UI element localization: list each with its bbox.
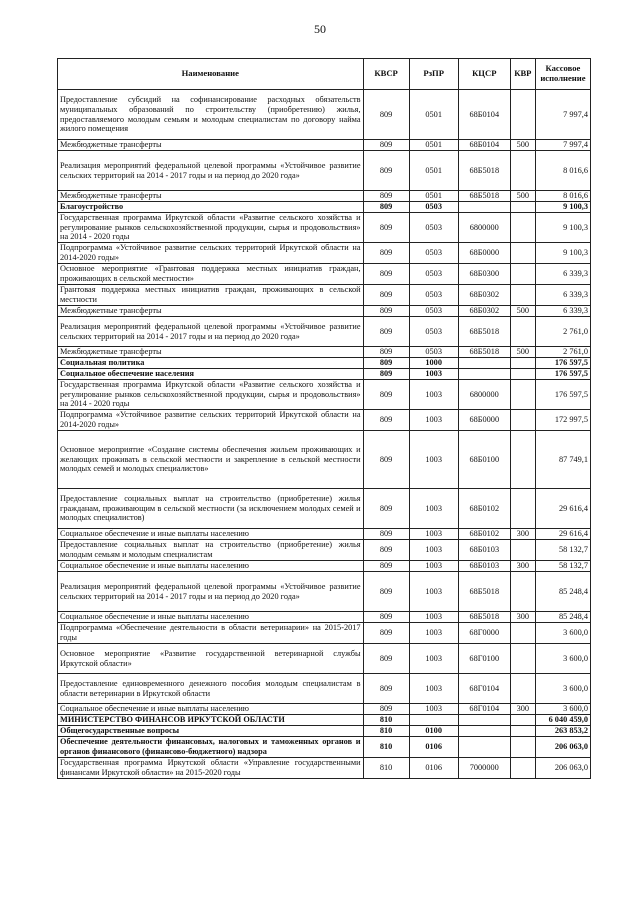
table-row: [58, 644, 591, 674]
row-kvr: [510, 317, 535, 347]
row-sum: 8 016,6: [535, 191, 590, 202]
row-kvsr: 809: [363, 285, 409, 306]
row-kvsr: 809: [363, 489, 409, 529]
row-sum: 176 597,5: [535, 358, 590, 369]
row-name: Благоустройство: [58, 202, 364, 213]
row-rzpr: 0503: [409, 317, 458, 347]
row-rzpr: 0106: [409, 737, 458, 758]
row-rzpr: 1003: [409, 380, 458, 410]
row-ktsr: 68Б0302: [458, 306, 510, 317]
row-kvsr: 809: [363, 264, 409, 285]
header-name: Наименование: [58, 59, 364, 90]
budget-execution-table: [57, 58, 591, 779]
row-kvr: [510, 758, 535, 779]
row-kvsr: 809: [363, 151, 409, 191]
row-name: Основное мероприятие «Создание системы обеспечения жильем проживающих и желающих проживать в сельской местности и закрепление в сельской местности молодых семей и молодых специалистов»: [58, 431, 364, 489]
row-kvr: [510, 202, 535, 213]
row-kvsr: 809: [363, 202, 409, 213]
row-rzpr: 0106: [409, 758, 458, 779]
table-row: [58, 347, 591, 358]
row-name: Социальное обеспечение и иные выплаты населению: [58, 561, 364, 572]
row-name: Межбюджетные трансферты: [58, 306, 364, 317]
row-ktsr: [458, 358, 510, 369]
row-kvr: [510, 431, 535, 489]
row-name: Подпрограмма «Устойчивое развитие сельских территорий Иркутской области на 2014-2020 годы»: [58, 410, 364, 431]
row-name: Межбюджетные трансферты: [58, 191, 364, 202]
row-kvsr: 809: [363, 540, 409, 561]
row-ktsr: 68Б0103: [458, 561, 510, 572]
table-row: [58, 306, 591, 317]
row-kvsr: 809: [363, 317, 409, 347]
row-ktsr: 68Б0000: [458, 410, 510, 431]
header-kvsr: КВСР: [363, 59, 409, 90]
row-kvr: 500: [510, 306, 535, 317]
row-kvr: 500: [510, 140, 535, 151]
table-row: [58, 540, 591, 561]
row-rzpr: 0501: [409, 191, 458, 202]
row-name: Межбюджетные трансферты: [58, 140, 364, 151]
row-name: Государственная программа Иркутской области «Развитие сельского хозяйства и регулирование рынков сельскохозяйственной продукции, сырья и продовольствия» на 2014 - 2020 годы: [58, 380, 364, 410]
row-rzpr: 0503: [409, 243, 458, 264]
row-rzpr: 0503: [409, 213, 458, 243]
table-row: [58, 191, 591, 202]
row-kvsr: 809: [363, 623, 409, 644]
row-rzpr: 0501: [409, 140, 458, 151]
row-ktsr: 7000000: [458, 758, 510, 779]
row-rzpr: 0503: [409, 306, 458, 317]
table-row: [58, 674, 591, 704]
row-kvr: [510, 213, 535, 243]
row-rzpr: 0503: [409, 264, 458, 285]
row-ktsr: 68Б0000: [458, 243, 510, 264]
row-kvr: [510, 380, 535, 410]
row-sum: 2 761,0: [535, 317, 590, 347]
row-kvsr: 809: [363, 90, 409, 140]
row-kvr: [510, 623, 535, 644]
row-name: Социальное обеспечение и иные выплаты населению: [58, 529, 364, 540]
row-kvsr: 809: [363, 529, 409, 540]
row-kvsr: 810: [363, 715, 409, 726]
row-sum: 9 100,3: [535, 202, 590, 213]
row-sum: 3 600,0: [535, 644, 590, 674]
row-ktsr: 68Б0102: [458, 529, 510, 540]
row-rzpr: 1003: [409, 431, 458, 489]
row-sum: 3 600,0: [535, 623, 590, 644]
row-name: Реализация мероприятий федеральной целевой программы «Устойчивое развитие сельских территорий на 2014 - 2017 годы и на период до 2020 года»: [58, 572, 364, 612]
row-rzpr: 1003: [409, 489, 458, 529]
row-kvsr: 809: [363, 572, 409, 612]
row-ktsr: 68Б0103: [458, 540, 510, 561]
row-ktsr: 68Б5018: [458, 191, 510, 202]
row-kvr: 300: [510, 612, 535, 623]
table-row: [58, 243, 591, 264]
row-kvr: [510, 489, 535, 529]
row-kvr: [510, 151, 535, 191]
row-kvr: [510, 737, 535, 758]
table-row: [58, 489, 591, 529]
table-row: [58, 264, 591, 285]
row-rzpr: 1003: [409, 561, 458, 572]
table-row: [58, 90, 591, 140]
row-name: Социальное обеспечение и иные выплаты населению: [58, 704, 364, 715]
row-rzpr: 0503: [409, 202, 458, 213]
row-kvr: 300: [510, 704, 535, 715]
row-kvsr: 809: [363, 612, 409, 623]
row-name: Межбюджетные трансферты: [58, 347, 364, 358]
row-ktsr: [458, 202, 510, 213]
row-rzpr: 0100: [409, 726, 458, 737]
row-sum: 9 100,3: [535, 213, 590, 243]
row-kvsr: 809: [363, 358, 409, 369]
row-rzpr: 1003: [409, 674, 458, 704]
row-rzpr: 1003: [409, 612, 458, 623]
row-kvsr: 810: [363, 726, 409, 737]
table-row: [58, 623, 591, 644]
row-name: Подпрограмма «Обеспечение деятельности в области ветеринарии» на 2015-2017 годы: [58, 623, 364, 644]
table-row: [58, 213, 591, 243]
row-name: Предоставление социальных выплат на строительство (приобретение) жилья молодым семьям и молодым специалистам: [58, 540, 364, 561]
row-kvsr: 809: [363, 410, 409, 431]
table-row: [58, 369, 591, 380]
row-ktsr: 68Б5018: [458, 612, 510, 623]
table-row: [58, 285, 591, 306]
row-ktsr: 68Б0100: [458, 431, 510, 489]
row-ktsr: [458, 737, 510, 758]
row-rzpr: 1003: [409, 369, 458, 380]
row-sum: 85 248,4: [535, 572, 590, 612]
row-name: Социальное обеспечение и иные выплаты населению: [58, 612, 364, 623]
table-row: [58, 704, 591, 715]
row-sum: 6 339,3: [535, 306, 590, 317]
row-name: Реализация мероприятий федеральной целевой программы «Устойчивое развитие сельских территорий на 2014 - 2017 годы и на период до 2020 года»: [58, 151, 364, 191]
row-kvsr: 810: [363, 758, 409, 779]
table-row: [58, 737, 591, 758]
row-kvr: [510, 285, 535, 306]
row-kvsr: 809: [363, 140, 409, 151]
row-name: Основное мероприятие «Развитие государственной ветеринарной службы Иркутской области»: [58, 644, 364, 674]
row-kvr: [510, 674, 535, 704]
table-row: [58, 715, 591, 726]
row-sum: 172 997,5: [535, 410, 590, 431]
row-sum: 6 339,3: [535, 264, 590, 285]
row-name: Грантовая поддержка местных инициатив граждан, проживающих в сельской местности: [58, 285, 364, 306]
row-kvr: [510, 369, 535, 380]
table-row: [58, 726, 591, 737]
row-rzpr: 1003: [409, 704, 458, 715]
row-kvr: 500: [510, 191, 535, 202]
row-kvsr: 809: [363, 306, 409, 317]
table-row: [58, 202, 591, 213]
row-kvsr: 809: [363, 674, 409, 704]
row-name: Предоставление социальных выплат на строительство (приобретение) жилья гражданам, проживающим в сельской местности (за исключением молодых семей и молодых специалистов): [58, 489, 364, 529]
row-sum: 58 132,7: [535, 561, 590, 572]
table-row: [58, 380, 591, 410]
table-row: [58, 317, 591, 347]
row-kvr: [510, 540, 535, 561]
row-ktsr: 68Б0302: [458, 285, 510, 306]
row-rzpr: 1003: [409, 623, 458, 644]
row-sum: 8 016,6: [535, 151, 590, 191]
row-kvr: [510, 358, 535, 369]
row-ktsr: 68Б0300: [458, 264, 510, 285]
row-kvsr: 809: [363, 347, 409, 358]
row-kvr: [510, 715, 535, 726]
row-sum: 206 063,0: [535, 737, 590, 758]
row-kvsr: 809: [363, 644, 409, 674]
table-row: [58, 561, 591, 572]
table-header-row: [58, 59, 591, 90]
row-kvsr: 810: [363, 737, 409, 758]
row-sum: 3 600,0: [535, 704, 590, 715]
table-row: [58, 612, 591, 623]
row-sum: 6 339,3: [535, 285, 590, 306]
row-name: Государственная программа Иркутской области «Управление государственными финансами Иркутской области» на 2015-2020 годы: [58, 758, 364, 779]
row-kvr: 300: [510, 529, 535, 540]
table-body: [58, 90, 591, 779]
row-ktsr: 68Б0104: [458, 90, 510, 140]
row-rzpr: 1003: [409, 572, 458, 612]
row-kvr: [510, 644, 535, 674]
table-row: [58, 758, 591, 779]
row-rzpr: 1003: [409, 529, 458, 540]
row-rzpr: 1003: [409, 540, 458, 561]
row-sum: 176 597,5: [535, 369, 590, 380]
row-sum: 3 600,0: [535, 674, 590, 704]
table-row: [58, 358, 591, 369]
page-number: 50: [314, 22, 326, 36]
row-name: Подпрограмма «Устойчивое развитие сельских территорий Иркутской области на 2014-2020 годы»: [58, 243, 364, 264]
row-name: Основное мероприятие «Грантовая поддержка местных инициатив граждан, проживающих в сельской местности»: [58, 264, 364, 285]
row-name: Государственная программа Иркутской области «Развитие сельского хозяйства и регулирование рынков сельскохозяйственной продукции, сырья и продовольствия» на 2014 - 2020 годы: [58, 213, 364, 243]
row-name: Предоставление единовременного денежного пособия молодым специалистам в области ветеринарии в Иркутской области: [58, 674, 364, 704]
row-rzpr: 1003: [409, 644, 458, 674]
row-ktsr: 68Б5018: [458, 347, 510, 358]
table-row: [58, 572, 591, 612]
row-kvsr: 809: [363, 213, 409, 243]
table-row: [58, 410, 591, 431]
row-kvsr: 809: [363, 704, 409, 715]
row-ktsr: [458, 726, 510, 737]
row-ktsr: 68Б0104: [458, 140, 510, 151]
row-kvr: [510, 572, 535, 612]
row-kvr: [510, 410, 535, 431]
row-ktsr: 68Б5018: [458, 572, 510, 612]
row-sum: 7 997,4: [535, 90, 590, 140]
row-kvr: [510, 726, 535, 737]
row-kvr: [510, 264, 535, 285]
row-ktsr: 68Б5018: [458, 151, 510, 191]
row-kvsr: 809: [363, 243, 409, 264]
row-rzpr: 0501: [409, 151, 458, 191]
row-rzpr: 1003: [409, 410, 458, 431]
row-rzpr: [409, 715, 458, 726]
row-sum: 29 616,4: [535, 529, 590, 540]
row-name: Реализация мероприятий федеральной целевой программы «Устойчивое развитие сельских территорий на 2014 - 2017 годы и на период до 2020 года»: [58, 317, 364, 347]
header-rzpr: РзПР: [409, 59, 458, 90]
row-sum: 263 853,2: [535, 726, 590, 737]
row-kvsr: 809: [363, 191, 409, 202]
row-kvr: 300: [510, 561, 535, 572]
row-sum: 176 597,5: [535, 380, 590, 410]
row-kvsr: 809: [363, 431, 409, 489]
row-ktsr: 68Б5018: [458, 317, 510, 347]
row-sum: 2 761,0: [535, 347, 590, 358]
row-rzpr: 0501: [409, 90, 458, 140]
row-sum: 6 040 459,0: [535, 715, 590, 726]
header-kvr: КВР: [510, 59, 535, 90]
row-ktsr: 68Г0100: [458, 644, 510, 674]
row-sum: 206 063,0: [535, 758, 590, 779]
row-ktsr: [458, 715, 510, 726]
row-name: Предоставление субсидий на софинансирование расходных обязательств муниципальных образований по строительству (приобретению) жилья, предоставляемого молодым семьям и молодым специалистам по договору найма жилого помещения: [58, 90, 364, 140]
row-ktsr: 68Б0102: [458, 489, 510, 529]
row-ktsr: 68Г0104: [458, 704, 510, 715]
table-row: [58, 151, 591, 191]
row-rzpr: 0503: [409, 285, 458, 306]
row-kvr: 500: [510, 347, 535, 358]
row-sum: 29 616,4: [535, 489, 590, 529]
table-row: [58, 529, 591, 540]
header-ktsr: КЦСР: [458, 59, 510, 90]
row-name: Социальное обеспечение населения: [58, 369, 364, 380]
table-row: [58, 431, 591, 489]
header-sum: Кассовое исполнение: [535, 59, 590, 90]
row-kvr: [510, 90, 535, 140]
row-ktsr: 6800000: [458, 380, 510, 410]
table-row: [58, 140, 591, 151]
row-rzpr: 1000: [409, 358, 458, 369]
row-sum: 85 248,4: [535, 612, 590, 623]
row-kvr: [510, 243, 535, 264]
row-name: Обеспечение деятельности финансовых, налоговых и таможенных органов и органов финансового (финансово-бюджетного) надзора: [58, 737, 364, 758]
row-ktsr: 68Г0000: [458, 623, 510, 644]
row-sum: 9 100,3: [535, 243, 590, 264]
row-kvsr: 809: [363, 369, 409, 380]
row-ktsr: 6800000: [458, 213, 510, 243]
row-name: МИНИСТЕРСТВО ФИНАНСОВ ИРКУТСКОЙ ОБЛАСТИ: [58, 715, 364, 726]
row-ktsr: [458, 369, 510, 380]
row-rzpr: 0503: [409, 347, 458, 358]
row-sum: 58 132,7: [535, 540, 590, 561]
row-kvsr: 809: [363, 561, 409, 572]
row-sum: 87 749,1: [535, 431, 590, 489]
row-sum: 7 997,4: [535, 140, 590, 151]
row-ktsr: 68Г0104: [458, 674, 510, 704]
row-name: Социальная политика: [58, 358, 364, 369]
row-name: Общегосударственные вопросы: [58, 726, 364, 737]
row-kvsr: 809: [363, 380, 409, 410]
